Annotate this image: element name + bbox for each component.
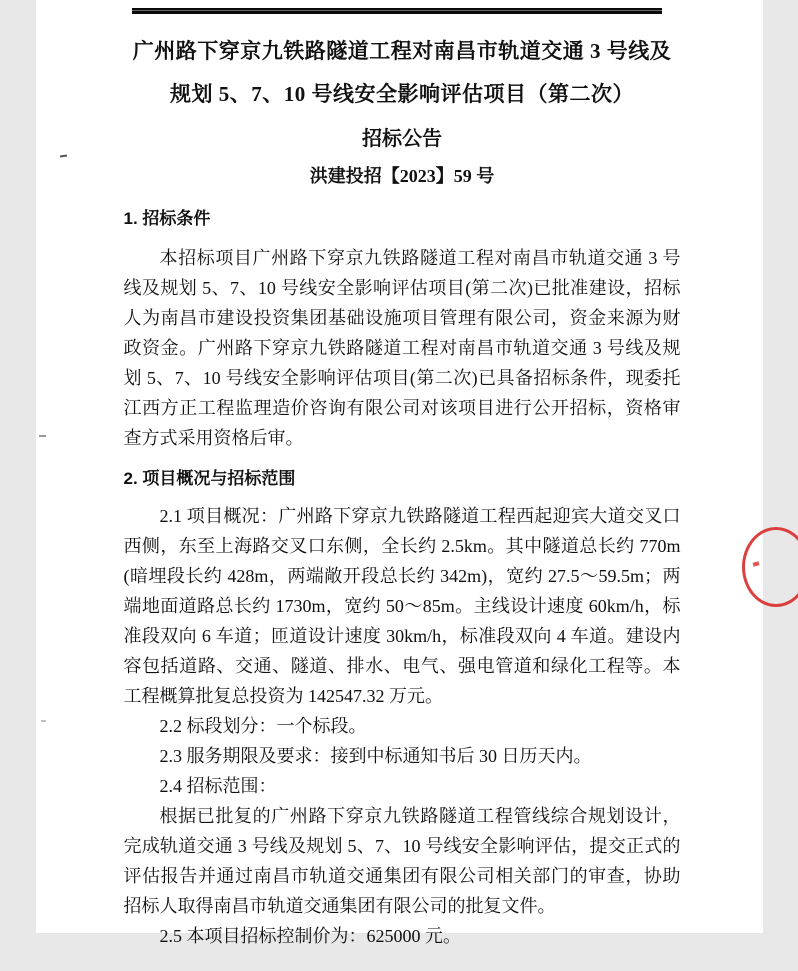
title-line-2: 规划 5、7、10 号线安全影响评估项目（第二次） [124, 73, 681, 116]
paragraph-2-5-control-price: 2.5 本项目招标控制价为：625000 元。 [124, 921, 681, 951]
title-line-1: 广州路下穿京九铁路隧道工程对南昌市轨道交通 3 号线及 [124, 30, 681, 73]
document-title [124, 30, 681, 116]
document-page [36, 0, 763, 933]
section-2-heading: 2. 项目概况与招标范围 [124, 467, 681, 491]
paragraph-2-4-scope-body: 根据已批复的广州路下穿京九铁路隧道工程管线综合规划设计，完成轨道交通 3 号线及规划 5、7、10 号线安全影响评估，提交正式的评估报告并通过南昌市轨道交通集团有限公司相关部门的审查，协助招标人取得南昌市轨道交通集团有限公司的批复文件。 [124, 801, 681, 921]
document-subtitle: 招标公告 [124, 122, 681, 156]
document-number: 洪建投招【2023】59 号 [124, 160, 681, 192]
section-1-paragraph: 本招标项目广州路下穿京九铁路隧道工程对南昌市轨道交通 3 号线及规划 5、7、10 号线安全影响评估项目(第二次)已批准建设，招标人为南昌市建设投资集团基础设施项目管理有限公司，资金来源为财政资金。广州路下穿京九铁路隧道工程对南昌市轨道交通 3 号线及规划 5、7、10 号线安全影响评估项目(第二次)已具备招标条件，现委托江西方正工程监理造价咨询有限公司对该项目进行公开招标，资格审查方式采用资格后审。 [124, 243, 681, 453]
document-content [36, 0, 763, 971]
scan-artifact-dash-2 [39, 435, 46, 437]
paragraph-2-1-project-overview: 2.1 项目概况：广州路下穿京九铁路隧道工程西起迎宾大道交叉口西侧，东至上海路交叉口东侧，全长约 2.5km。其中隧道总长约 770m(暗埋段长约 428m，两端敞开段总长约 342m)，宽约 27.5～59.5m；两端地面道路总长约 1730m，宽约 50～85m。主线设计速度 60km/h，标准段双向 6 车道；匝道设计速度 30km/h，标准段双向 4 车道。建设内容包括道路、交通、隧道、排水、电气、强电管道和绿化工程等。本工程概算批复总投资为 142547.32 万元。 [124, 501, 681, 711]
section-1-heading: 1. 招标条件 [124, 207, 681, 231]
scan-artifact-dash-3 [41, 720, 46, 722]
paragraph-2-4-scope-heading: 2.4 招标范围： [124, 771, 681, 801]
paragraph-2-3-service-period: 2.3 服务期限及要求：接到中标通知书后 30 日历天内。 [124, 741, 681, 771]
paragraph-2-2-lot-division: 2.2 标段划分：一个标段。 [124, 711, 681, 741]
